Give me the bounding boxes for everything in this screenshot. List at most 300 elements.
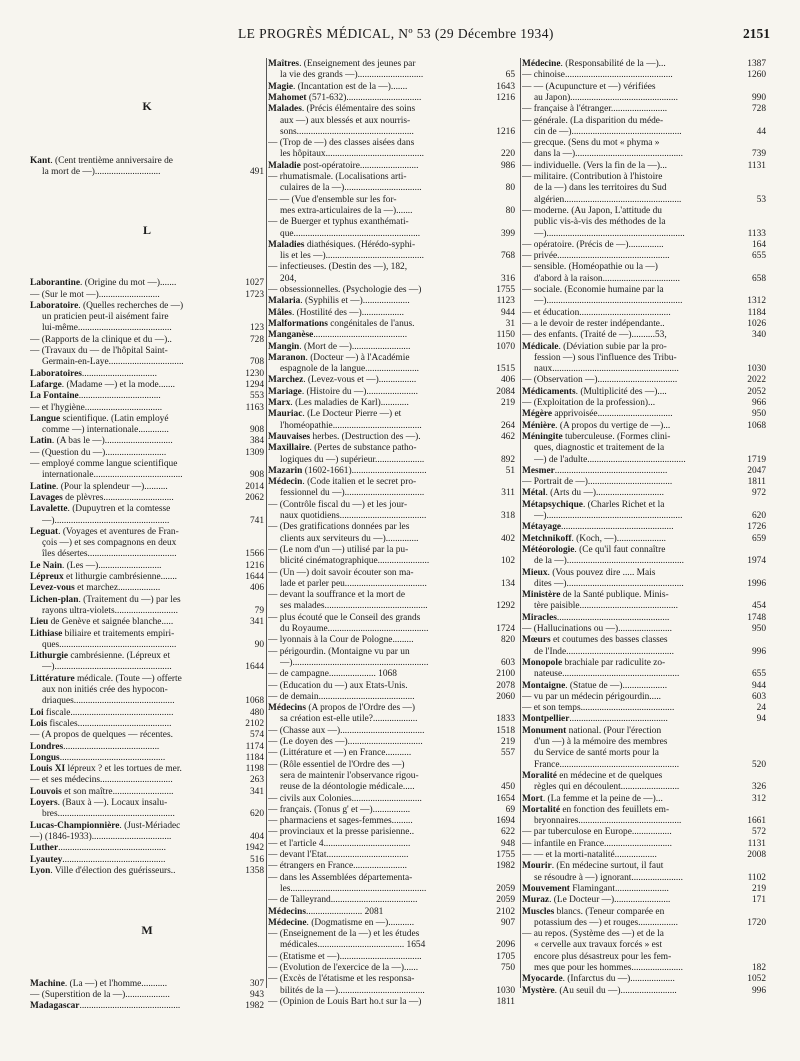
index-entry — [268, 387, 515, 398]
entry-headword: Kant — [30, 156, 51, 167]
index-entry — [522, 669, 766, 680]
index-entry — [522, 522, 766, 533]
index-entry — [522, 873, 766, 884]
entry-text: du Royaume........................................... — [280, 624, 429, 634]
index-entry — [30, 629, 264, 640]
entry-page-ref: 950 — [751, 409, 766, 420]
index-entry — [268, 183, 515, 194]
page-header — [28, 26, 772, 48]
entry-page-ref: 480 — [249, 707, 264, 718]
entry-page-ref: 80 — [505, 205, 515, 216]
entry-text: cin de —)............................................... — [534, 126, 682, 137]
entry-headword: Médecine — [268, 917, 307, 928]
entry-headword: Lithiase — [30, 628, 63, 639]
index-entry — [268, 963, 515, 974]
entry-text: se résoudre à —) ignorant...................... — [534, 872, 683, 883]
entry-page-ref: 741 — [249, 515, 264, 526]
entry-page-ref: 219 — [500, 737, 515, 747]
entry-headword: Mégère — [522, 409, 553, 420]
entry-text: — de Talleyrand..................................... — [268, 895, 418, 906]
entry-headword: Miracles — [522, 612, 557, 623]
index-entry — [268, 82, 515, 93]
index-entry — [522, 93, 766, 104]
entry-text: Médicale. (Déviation subie par la pro- — [522, 341, 667, 352]
entry-text: Marchez. (Levez-vous et —)................ — [268, 375, 417, 386]
entry-text: — et éducation....................................... — [522, 307, 671, 318]
entry-page-ref: 1260 — [747, 70, 766, 81]
index-entry — [268, 624, 515, 635]
entry-page-ref: 219 — [500, 398, 515, 408]
index-entry — [522, 601, 766, 612]
entry-page-ref: 1518 — [496, 725, 515, 736]
entry-headword: Laboratoire — [30, 300, 79, 311]
entry-text: — (Enseignement de la —) et les études — [268, 929, 420, 940]
index-entry — [522, 477, 766, 488]
index-entry — [268, 172, 515, 183]
entry-headword: La Fontaine — [30, 391, 79, 402]
entry-text: Littérature médicale. (Toute —) offerte — [30, 673, 182, 684]
entry-text: médicales..................................... 1654 — [280, 940, 426, 951]
entry-text: Monument national. (Pour l'érection — [522, 725, 662, 736]
entry-text: — (Evolution de l'exercice de la —)...... — [268, 963, 419, 973]
entry-page-ref: 2047 — [747, 465, 766, 476]
entry-text: lade et parler peu................................... — [280, 578, 427, 589]
entry-page-ref: 326 — [751, 782, 766, 793]
index-entry — [30, 775, 264, 786]
entry-page-ref: 44 — [756, 126, 766, 137]
entry-text: Médecins (A propos de l'Ordre des —) — [268, 703, 415, 714]
index-entry — [522, 251, 766, 262]
index-entry — [268, 986, 515, 997]
index-entry — [268, 409, 515, 420]
entry-page-ref: 1102 — [747, 872, 766, 883]
entry-page-ref: 750 — [500, 963, 515, 973]
index-entry — [30, 595, 264, 606]
index-entry — [268, 206, 515, 217]
entry-page-ref: 2084 — [496, 386, 515, 397]
entry-text: —).................................................. — [42, 662, 172, 673]
entry-text: Métapsychique. (Charles Richet et la — [522, 499, 665, 510]
entry-headword: Machine — [30, 978, 65, 989]
entry-text: Miracles................................................ — [522, 612, 670, 623]
entry-page-ref: 2014 — [245, 481, 264, 492]
index-entry — [268, 952, 515, 963]
entry-page-ref: 728 — [249, 334, 264, 345]
entry-headword: Mazarin — [268, 465, 303, 476]
index-entry — [268, 217, 515, 228]
index-entry — [268, 974, 515, 985]
entry-text: mes extra-articulaires de la —)....... — [280, 205, 413, 216]
index-entry — [30, 516, 264, 527]
entry-text: — militaire. (Contribution à l'histoire — [522, 172, 663, 182]
index-entry — [522, 839, 766, 850]
index-entry — [30, 742, 264, 753]
entry-text: Myocarde. (Infarctus du —)................... — [522, 974, 675, 985]
entry-page-ref: 1515 — [496, 364, 515, 375]
index-entry — [268, 432, 515, 443]
index-entry — [522, 884, 766, 895]
entry-page-ref: 1133 — [747, 228, 766, 239]
entry-headword: Montpellier — [522, 714, 570, 725]
index-entry — [522, 940, 766, 951]
entry-text: Metchnikoff. (Koch, —)..................... — [522, 533, 667, 544]
index-entry — [522, 579, 766, 590]
entry-page-ref: 996 — [751, 985, 766, 996]
entry-text: — — (Vue d'ensemble sur les for- — [268, 194, 397, 205]
entry-text: driaques........................................... — [42, 696, 175, 707]
entry-page-ref: 1216 — [245, 560, 264, 571]
entry-headword: Médicaments — [522, 386, 576, 397]
entry-text: Muraz. (Le Docteur —)........................ — [522, 895, 671, 906]
entry-text: espagnole de la langue....................... — [280, 364, 420, 375]
entry-page-ref: 620 — [751, 511, 766, 521]
index-entry — [268, 782, 515, 793]
entry-text: Muscles blancs. (Teneur comparée en — [522, 906, 665, 917]
entry-text: Maranon. (Docteur —) à l'Académie — [268, 352, 410, 363]
entry-text: bilités de la —)..................................... — [280, 985, 425, 996]
index-entry — [522, 816, 766, 827]
index-entry — [522, 195, 766, 206]
index-entry — [522, 726, 766, 737]
entry-text: — (Superstition de la —)................... — [30, 990, 170, 1001]
index-entry — [268, 116, 515, 127]
entry-headword: Laboratoires — [30, 368, 82, 379]
index-entry — [522, 127, 766, 138]
index-entry — [268, 127, 515, 138]
entry-text: — — et la morti-natalité.................. — [522, 850, 657, 860]
entry-headword: Longus — [30, 752, 60, 763]
entry-headword: Mœurs — [522, 635, 551, 646]
index-entry — [30, 753, 264, 764]
entry-text: — (Exploitation de la profession)... — [522, 398, 656, 408]
entry-page-ref: 520 — [751, 759, 766, 770]
entry-text: Machine. (La —) et l'homme........... — [30, 978, 168, 989]
entry-text: çois —) et ses compagnons en deux — [42, 538, 177, 549]
index-entry — [268, 669, 515, 680]
entry-text: — grecque. (Sens du mot « phyma » — [522, 138, 660, 149]
entry-headword: Lois — [30, 718, 48, 729]
entry-headword: Mesmer — [522, 465, 555, 476]
entry-text: encore plus désastreux pour les fem- — [534, 951, 672, 962]
entry-text: règles qui en découlent......................... — [534, 782, 680, 793]
index-entry — [30, 640, 264, 651]
entry-text: —).......................................................... — [534, 511, 683, 521]
index-entry — [268, 794, 515, 805]
entry-page-ref: 1294 — [245, 379, 264, 390]
entry-headword: Médecine — [522, 59, 561, 69]
entry-headword: Louvois — [30, 786, 62, 797]
entry-text: Mangin. (Mort de —)......................... — [268, 341, 411, 352]
entry-page-ref: 1643 — [496, 81, 515, 92]
index-entry — [522, 635, 766, 646]
entry-text: Magie. (Incantation est de la —)....... — [268, 81, 408, 92]
entry-headword: Lavages — [30, 492, 63, 503]
index-entry — [522, 82, 766, 93]
entry-text: Mieux. (Vous pouvez dire ..... Mais — [522, 567, 656, 578]
entry-text: l'homéopathie...................................... — [280, 420, 422, 431]
entry-headword: Ministère — [522, 590, 561, 601]
entry-text: — vu par un médecin périgourdin..... — [522, 691, 662, 702]
entry-page-ref: 972 — [751, 488, 766, 499]
index-entry — [268, 296, 515, 307]
entry-text: dites —).................................................. — [534, 578, 684, 589]
section-letter: L — [142, 222, 151, 237]
entry-page-ref: 1644 — [245, 572, 264, 583]
entry-page-ref: 24 — [756, 703, 766, 714]
entry-text: que...................................................... — [280, 228, 421, 239]
entry-text: La Fontaine................................... — [30, 391, 161, 402]
entry-text: d'abord à la raison................................. — [534, 273, 680, 284]
entry-page-ref: 1312 — [747, 296, 766, 307]
entry-text: blicité cinématographique...................... — [280, 556, 430, 567]
entry-page-ref: 69 — [505, 804, 515, 815]
index-entry — [268, 545, 515, 556]
entry-page-ref: 1705 — [496, 951, 515, 962]
index-entry — [30, 369, 264, 380]
entry-page-ref: 1719 — [747, 454, 766, 465]
entry-page-ref: 263 — [249, 775, 264, 786]
entry-text: — (Contrôle fiscal du —) et les jour- — [268, 499, 408, 510]
entry-text: Mégère apprivoisée................................ — [522, 409, 673, 420]
entry-text: « cervelle aux travaux forcés » est — [534, 940, 663, 951]
index-entry — [268, 997, 515, 1008]
entry-page-ref: 1644 — [245, 662, 264, 673]
column-rule — [520, 58, 521, 988]
entry-text: la mort de —)............................ — [42, 167, 161, 178]
entry-page-ref: 516 — [249, 854, 264, 865]
entry-text: — et son temps........................................ — [522, 703, 675, 714]
index-entry — [268, 737, 515, 748]
entry-text: naux quotidiens..................................... — [280, 511, 427, 521]
entry-page-ref: 90 — [254, 639, 264, 650]
index-entry — [30, 482, 264, 493]
entry-text: sera de maintenir l'observance rigou- — [280, 770, 419, 781]
index-entry — [522, 771, 766, 782]
index-entry — [268, 940, 515, 951]
index-entry — [30, 459, 264, 470]
entry-text: 204, — [280, 273, 297, 284]
entry-text: — (Excès de l'étatisme et les responsa- — [268, 974, 415, 985]
entry-page-ref: 659 — [751, 533, 766, 544]
entry-text: Madagascar........................................... — [30, 1001, 181, 1012]
entry-page-ref: 1131 — [747, 838, 766, 849]
entry-headword: Loyers — [30, 798, 58, 809]
entry-text: Luther.............................................. — [30, 843, 166, 854]
entry-text: — périgourdin. (Montaigne vu par un — [268, 646, 410, 657]
index-entry — [30, 832, 264, 843]
entry-headword: Louis XI — [30, 764, 66, 775]
entry-text: Lyon. Ville d'élection des guérisseurs.. — [30, 865, 176, 876]
entry-text: lui-même........................................ — [42, 323, 172, 334]
entry-headword: Médicale — [522, 341, 559, 352]
entry-text: Lépreux et lithurgie cambrésienne....... — [30, 572, 178, 583]
entry-text: Maladie post-opératoire......................... — [268, 160, 419, 171]
index-entry — [30, 651, 264, 662]
entry-text: — obsessionnelles. (Psychologie des —) — [268, 285, 422, 295]
entry-page-ref: 986 — [500, 160, 515, 171]
entry-page-ref: 1694 — [496, 816, 515, 827]
entry-text: —)................................................. — [42, 515, 170, 526]
entry-page-ref: 307 — [249, 978, 264, 989]
entry-headword: Mariage — [268, 386, 302, 397]
index-entry — [268, 590, 515, 601]
index-entry — [522, 500, 766, 511]
index-entry — [522, 545, 766, 556]
index-entry — [268, 839, 515, 850]
entry-text: — (Question du —).......................... — [30, 447, 167, 458]
entry-text: — infantile en France............................. — [522, 838, 672, 849]
index-entry — [268, 149, 515, 160]
index-entry — [268, 274, 515, 285]
index-entry — [522, 703, 766, 714]
entry-page-ref: 1942 — [245, 843, 264, 854]
index-entry — [522, 342, 766, 353]
entry-page-ref: 1982 — [496, 861, 515, 872]
entry-text: rayons ultra-violets........................... — [42, 605, 178, 616]
entry-text: — dans les Assemblées départementa- — [268, 872, 413, 883]
entry-text: — (A propos de quelques — récentes. — [30, 730, 173, 741]
entry-text: Mahomet (571-632)................................ — [268, 92, 422, 103]
entry-page-ref: 404 — [249, 831, 264, 842]
entry-page-ref: 990 — [751, 92, 766, 103]
entry-page-ref: 655 — [751, 669, 766, 680]
entry-page-ref: 708 — [249, 357, 264, 368]
entry-text: Laborantine. (Origine du mot —)....... — [30, 278, 177, 289]
index-entry — [522, 172, 766, 183]
entry-text: — civils aux Colonies.............................. — [268, 793, 422, 804]
entry-text: Montpellier.......................................... — [522, 714, 668, 725]
entry-text: Levez-vous et marchez.................. — [30, 583, 161, 594]
index-entry — [30, 979, 264, 990]
entry-text: — chinoise.............................................. — [522, 70, 673, 81]
entry-page-ref: 340 — [751, 330, 766, 341]
entry-page-ref: 318 — [500, 511, 515, 521]
entry-page-ref: 620 — [249, 809, 264, 820]
entry-headword: Mort — [522, 793, 543, 804]
entry-text: Latine. (Pour la splendeur —).......... — [30, 481, 168, 492]
index-entry — [30, 549, 264, 560]
entry-text: — sensible. (Homéopathie ou la —) — [522, 262, 658, 273]
index-entry — [522, 613, 766, 624]
entry-text: de l'Inde.............................................. — [534, 646, 674, 657]
index-entry — [522, 748, 766, 759]
entry-page-ref: 31 — [505, 318, 515, 329]
index-entry — [522, 183, 766, 194]
entry-text: comme —) internationale............. — [42, 425, 169, 436]
index-entry — [30, 685, 264, 696]
entry-headword: Lithurgie — [30, 651, 69, 662]
entry-text: îles désertes...................................... — [42, 549, 177, 560]
entry-text: — (Opinion de Louis Bart ho.t sur la —) — [268, 996, 422, 1007]
entry-text: — individuelle. (Vers la fin de la —)... — [522, 160, 668, 171]
entry-page-ref: 943 — [249, 990, 264, 1001]
index-entry — [268, 161, 515, 172]
entry-text: Maxillaire. (Pertes de substance patho- — [268, 443, 417, 454]
index-entry — [268, 918, 515, 929]
entry-page-ref: 164 — [751, 239, 766, 250]
entry-page-ref: 1131 — [747, 160, 766, 171]
entry-text: Malades. (Précis élémentaire des soins — [268, 104, 416, 115]
entry-text: ques, diagnostic et traitement de la — [534, 443, 665, 454]
entry-page-ref: 406 — [249, 583, 264, 594]
entry-headword: Malades — [268, 104, 302, 115]
index-entry — [30, 606, 264, 617]
entry-page-ref: 1654 — [496, 793, 515, 804]
index-entry — [522, 556, 766, 567]
entry-page-ref: 2100 — [496, 669, 515, 680]
entry-page-ref: 1026 — [747, 318, 766, 329]
entry-text: sa création est-elle utile?................... — [280, 714, 418, 725]
entry-page-ref: 1163 — [245, 402, 264, 413]
index-entry — [30, 156, 264, 167]
entry-text: Métal. (Arts du —)............................. — [522, 488, 664, 499]
entry-text: — — (Acupuncture et —) vérifiées — [522, 81, 656, 92]
entry-page-ref: 655 — [751, 251, 766, 262]
index-entry — [30, 448, 264, 459]
entry-page-ref: 2102 — [245, 718, 264, 729]
entry-headword: Loi — [30, 707, 44, 718]
entry-page-ref: 950 — [751, 624, 766, 634]
entry-text: — pharmaciens et sages-femmes......... — [268, 816, 413, 827]
entry-page-ref: 2102 — [496, 906, 515, 917]
index-entry — [522, 850, 766, 861]
entry-headword: Maîtres — [268, 59, 300, 69]
index-entry — [30, 323, 264, 334]
index-entry — [268, 861, 515, 872]
index-entry — [522, 952, 766, 963]
entry-text: — et l'article 4..................................... — [268, 838, 411, 849]
entry-page-ref: 264 — [500, 420, 515, 431]
entry-text: — (Chasse aux —).................................... — [268, 725, 425, 736]
index-entry — [30, 990, 264, 1001]
entry-text: Louis XI lépreux ? et les tortues de mer. — [30, 764, 182, 775]
index-entry — [30, 301, 264, 312]
section-letter: K — [142, 98, 152, 113]
index-entry — [522, 714, 766, 725]
entry-text: ques.................................................. — [42, 639, 177, 650]
index-entry — [30, 278, 264, 289]
entry-text: — des enfants. (Traité de —)..........53, — [522, 330, 667, 341]
entry-text: Mortalité en fonction des feuillets em- — [522, 804, 670, 815]
entry-page-ref: 603 — [751, 691, 766, 702]
index-entry — [522, 681, 766, 692]
entry-headword: Maladie — [268, 160, 301, 171]
index-entry — [30, 730, 264, 741]
index-entry — [522, 861, 766, 872]
entry-text: Lithiase biliaire et traitements empiri- — [30, 628, 175, 639]
entry-text: logiques du —) supérieur..................... — [280, 454, 425, 465]
section-letter: M — [141, 923, 153, 938]
entry-text: — de demain......................................... — [268, 691, 415, 702]
entry-text: — a le devoir de rester indépendante.. — [522, 318, 665, 329]
entry-text: les.......................................................... — [280, 883, 427, 894]
entry-headword: Malformations — [268, 318, 328, 329]
entry-page-ref: 79 — [254, 605, 264, 616]
index-entry — [30, 708, 264, 719]
entry-text: —) de l'adulte.......................................... — [534, 454, 686, 465]
entry-text: — (Sur le mot —).......................... — [30, 289, 160, 300]
entry-text: — (Education du —) aux Etats-Unis. — [268, 680, 408, 691]
index-entry — [268, 635, 515, 646]
index-entry — [268, 488, 515, 499]
entry-page-ref: 2059 — [496, 883, 515, 894]
index-entry — [522, 330, 766, 341]
entry-headword: Méningite — [522, 431, 563, 442]
entry-page-ref: 1748 — [747, 612, 766, 623]
index-entry — [268, 681, 515, 692]
index-entry — [268, 70, 515, 81]
index-entry — [522, 296, 766, 307]
